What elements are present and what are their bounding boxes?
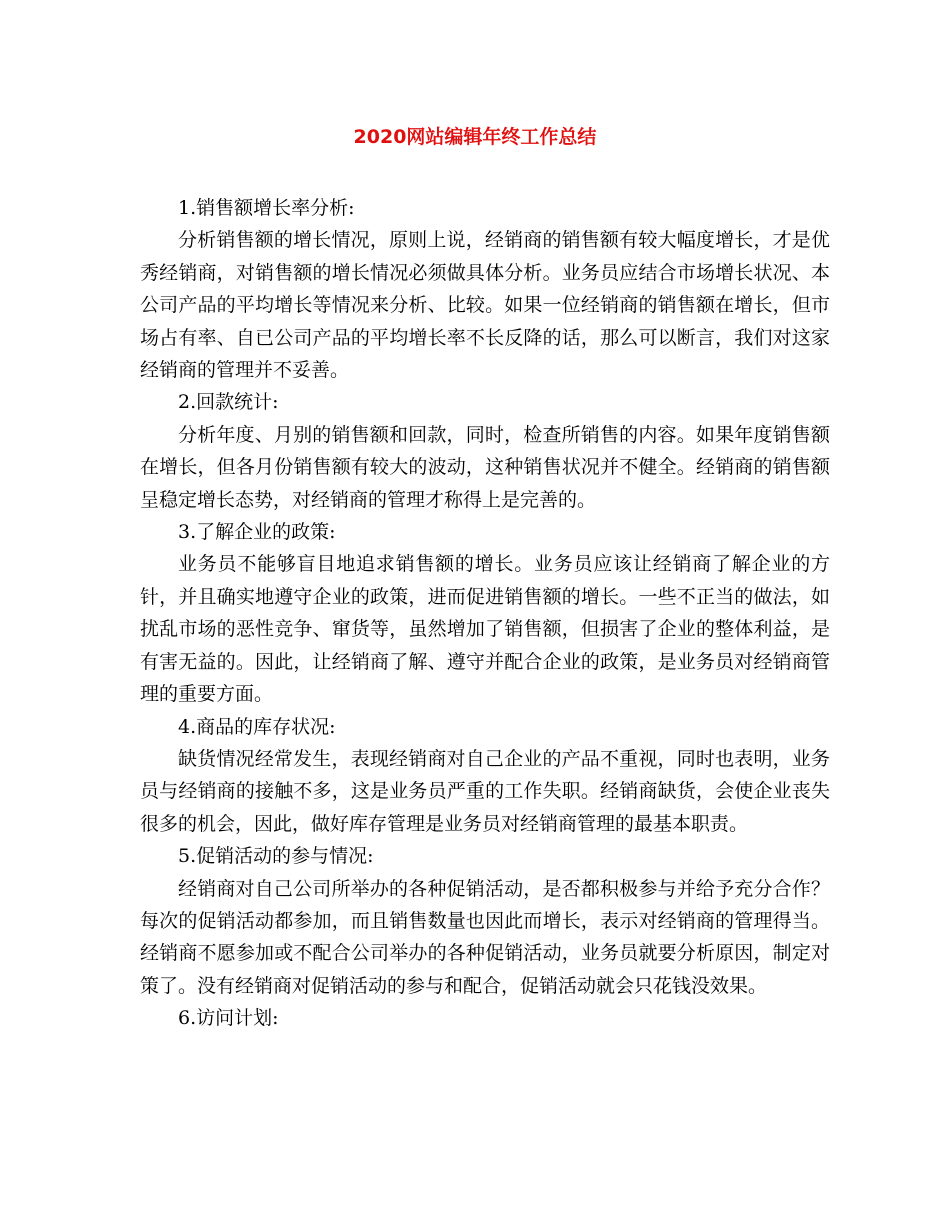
paragraph-sales-growth: 分析销售额的增长情况，原则上说，经销商的销售额有较大幅度增长，才是优秀经销商，对销售额的增长情况必须做具体分析。业务员应结合市场增长状况、本公司产品的平均增长等情况来分析、比较。如果一位经销商的销售额在增长，但市场占有率、自已公司产品的平均增长率不长反降的话，那么可以断言，我们对这家经销商的管理并不妥善。 — [140, 229, 830, 382]
paragraph-inventory: 缺货情况经常发生，表现经销商对自己企业的产品不重视，同时也表明，业务员与经销商的接触不多，这是业务员严重的工作失职。经销商缺货，会使企业丧失很多的机会，因此，做好库存管理是业务员对经销商管理的最基本职责。 — [140, 747, 830, 835]
section-heading-promotion: 5.促销活动的参与情况: — [178, 845, 374, 868]
section-heading-company-policy: 3.了解企业的政策: — [178, 521, 336, 544]
section-heading-payment-stats: 2.回款统计: — [178, 391, 279, 414]
section-heading-inventory: 4.商品的库存状况: — [178, 715, 336, 738]
paragraph-payment-stats: 分析年度、月别的销售额和回款，同时，检查所销售的内容。如果年度销售额在增长，但各月份销售额有较大的波动，这种销售状况并不健全。经销商的销售额呈稳定增长态势，对经销商的管理才称得上是完善的。 — [140, 423, 830, 511]
section-heading-visit-plan: 6.访问计划: — [178, 1007, 279, 1030]
paragraph-promotion: 经销商对自己公司所举办的各种促销活动，是否都积极参与并给予充分合作？每次的促销活动都参加，而且销售数量也因此而增长，表示对经销商的管理得当。经销商不愿参加或不配合公司举办的各种促销活动，业务员就要分析原因，制定对策了。没有经销商对促销活动的参与和配合，促销活动就会只花钱没效果。 — [140, 877, 830, 997]
document-title: 2020网站编辑年终工作总结 — [353, 126, 597, 148]
paragraph-company-policy: 业务员不能够盲目地追求销售额的增长。业务员应该让经销商了解企业的方针，并且确实地遵守企业的政策，进而促进销售额的增长。一些不正当的做法，如扰乱市场的恶性竞争、窜货等，虽然增加了销售额，但损害了企业的整体利益，是有害无益的。因此，让经销商了解、遵守并配合企业的政策，是业务员对经销商管理的重要方面。 — [140, 553, 830, 706]
document-body — [140, 192, 830, 1035]
section-heading-sales-growth: 1.销售额增长率分析: — [178, 197, 355, 219]
